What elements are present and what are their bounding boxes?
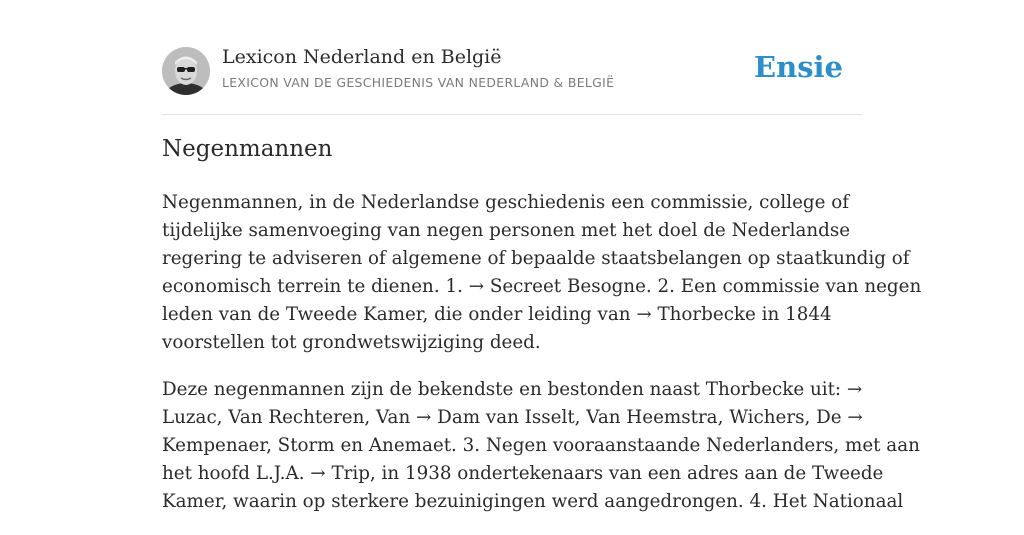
article-title: Negenmannen	[162, 136, 333, 162]
article-body	[162, 189, 922, 535]
text-line: Kempenaer, Storm en Anemaet. 3. Negen vooraanstaande Nederlanders, met aan	[162, 435, 920, 456]
text-line: tijdelijke samenvoeging van negen personen met het doel de Nederlandse	[162, 220, 851, 241]
author-portrait-icon	[162, 47, 210, 95]
text-line: leden van de Tweede Kamer, die onder leiding van → Thorbecke in 1844	[162, 304, 832, 325]
brand-logo[interactable]: Ensie	[754, 50, 843, 84]
text-line: Negenmannen, in de Nederlandse geschiedenis een commissie, college of	[162, 192, 849, 213]
avatar[interactable]	[162, 47, 210, 95]
text-line: Luzac, Van Rechteren, Van → Dam van Isselt, Van Heemstra, Wichers, De →	[162, 407, 863, 428]
text-line: het hoofd L.J.A. → Trip, in 1938 ondertekenaars van een adres aan de Tweede	[162, 463, 884, 484]
site-header	[162, 44, 862, 115]
text-line: economisch terrein te dienen. 1. → Secreet Besogne. 2. Een commissie van negen	[162, 276, 922, 297]
site-subtitle: LEXICON VAN DE GESCHIEDENIS VAN NEDERLAND & BELGIË	[222, 75, 615, 90]
paragraph-2	[162, 376, 920, 516]
text-line: voorstellen tot grondwetswijziging deed.	[162, 332, 541, 353]
text-line: regering te adviseren of algemene of bepaalde staatsbelangen op staatkundig of	[162, 248, 910, 269]
text-line: Kamer, waarin op sterkere bezuinigingen werd aangedrongen. 4. Het Nationaal	[162, 491, 904, 512]
site-title[interactable]: Lexicon Nederland en België	[222, 46, 502, 68]
text-line: Deze negenmannen zijn de bekendste en bestonden naast Thorbecke uit: →	[162, 379, 863, 400]
paragraph-1	[162, 189, 922, 357]
